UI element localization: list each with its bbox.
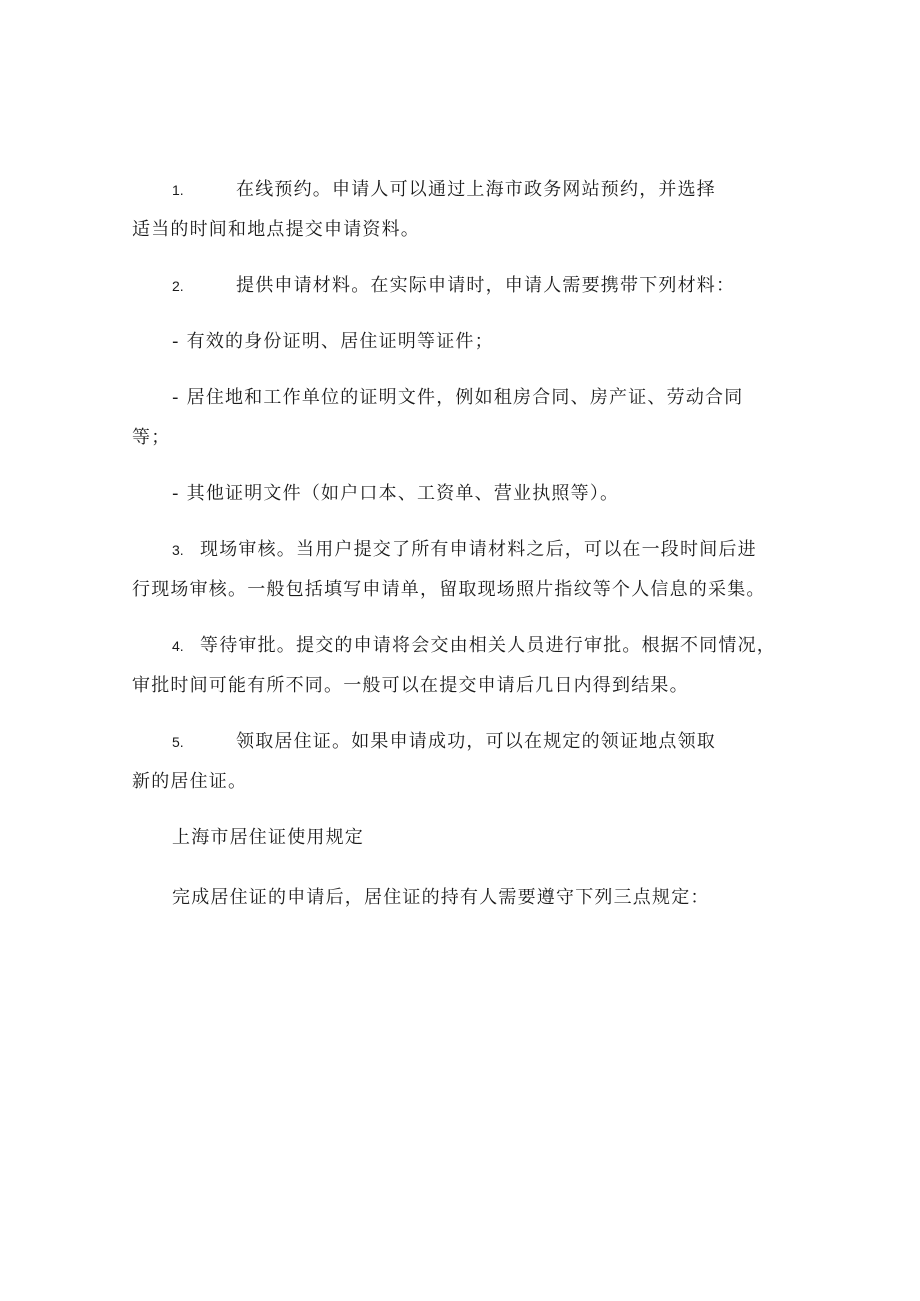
item-text: 审批时间可能有所不同。一般可以在提交申请后几日内得到结果。	[132, 675, 689, 696]
bullet-item: - 其他证明文件（如户口本、工资单、营业执照等）。	[172, 483, 620, 504]
item-number: 2.	[172, 278, 184, 294]
section-intro: 完成居住证的申请后，居住证的持有人需要遵守下列三点规定：	[172, 887, 710, 908]
item-number: 4.	[172, 638, 184, 654]
item-text: 现场审核。当用户提交了所有申请材料之后，可以在一段时间后进	[200, 539, 757, 560]
bullet-item: - 居住地和工作单位的证明文件，例如租房合同、房产证、劳动合同	[172, 387, 744, 408]
item-text: 提供申请材料。在实际申请时，申请人需要携带下列材料：	[236, 275, 736, 296]
item-text: 领取居住证。如果申请成功，可以在规定的领证地点领取	[236, 731, 716, 752]
item-number: 5.	[172, 734, 184, 750]
item-text: 等待审批。提交的申请将会交由相关人员进行审批。根据不同情况，	[200, 635, 776, 656]
item-text: 在线预约。申请人可以通过上海市政务网站预约，并选择	[236, 179, 716, 200]
section-title: 上海市居住证使用规定	[172, 827, 364, 848]
item-text: 新的居住证。	[132, 771, 248, 792]
bullet-item: - 有效的身份证明、居住证明等证件；	[172, 331, 494, 352]
item-text: 适当的时间和地点提交申请资料。	[132, 219, 420, 240]
item-number: 3.	[172, 542, 184, 558]
bullet-item: 等；	[132, 427, 171, 448]
item-text: 行现场审核。一般包括填写申请单，留取现场照片指纹等个人信息的采集。	[132, 579, 766, 600]
item-number: 1.	[172, 182, 184, 198]
